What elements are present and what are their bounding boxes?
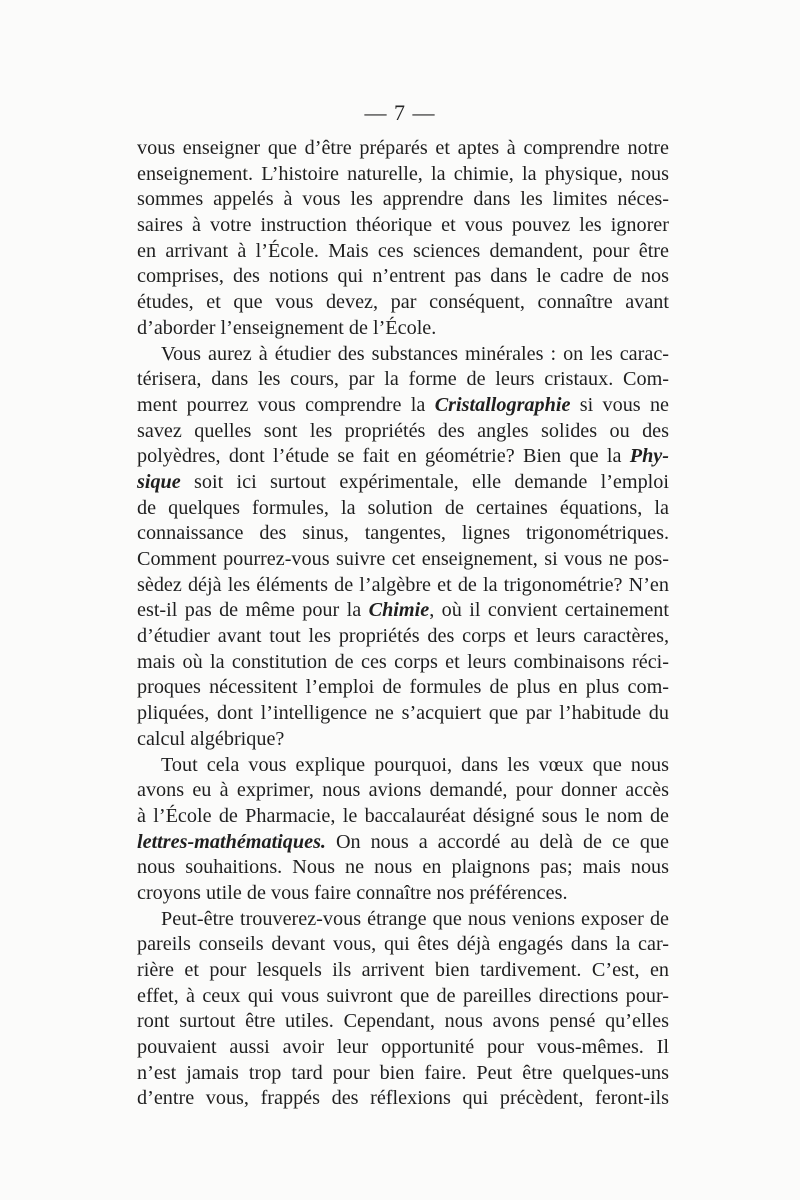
- text-segment: sèdez déjà les éléments de l’algèbre et de la trigonométrie? N’en: [137, 573, 669, 596]
- text-segment: de quelques formules, la solution de certaines équations, la: [137, 496, 669, 519]
- text-line: [137, 881, 669, 907]
- text-segment: études, et que vous devez, par conséquent, connaître avant: [137, 291, 669, 314]
- text-segment: effet, à ceux qui vous suivront que de pareilles directions pour-: [137, 984, 669, 1007]
- text-line: [137, 830, 669, 856]
- paragraph: [137, 342, 669, 753]
- text-segment: avons eu à exprimer, nous avions demandé, pour donner accès: [137, 779, 669, 802]
- text-line: [137, 907, 669, 933]
- text-line: [137, 393, 669, 419]
- italic-term: lettres-mathématiques.: [137, 830, 326, 853]
- text-line: [137, 778, 669, 804]
- text-segment: nous souhaitions. Nous ne nous en plaignons pas; mais nous: [137, 856, 669, 879]
- text-segment: en arrivant à l’École. Mais ces sciences demandent, pour être: [137, 239, 669, 262]
- text-line: [137, 1061, 669, 1087]
- paragraph: [137, 907, 669, 1113]
- text-segment: connaissance des sinus, tangentes, lignes trigonométriques.: [137, 522, 669, 545]
- text-line: [137, 1009, 669, 1035]
- text-line: [137, 1086, 669, 1112]
- text-line: [137, 316, 669, 342]
- text-segment: si vous ne: [570, 393, 670, 416]
- text-segment: est-il pas de même pour la: [137, 599, 369, 622]
- text-segment: rière et pour lesquels ils arrivent bien tardivement. C’est, en: [137, 959, 669, 981]
- paragraph: [137, 136, 669, 342]
- text-segment: ront surtout être utiles. Cependant, nous avons pensé qu’elles: [137, 1010, 669, 1033]
- text-segment: pliquées, dont l’intelligence ne s’acquiert que par l’habitude du: [137, 702, 669, 725]
- text-segment: polyèdres, dont l’étude se fait en géométrie? Bien que la: [137, 445, 630, 468]
- text-segment: Vous aurez à étudier des substances minérales : on les carac-: [161, 342, 669, 365]
- text-segment: térisera, dans les cours, par la forme de leurs cristaux. Com-: [137, 368, 669, 391]
- text-line: [137, 264, 669, 290]
- text-line: [137, 958, 669, 984]
- text-segment: saires à votre instruction théorique et vous pouvez les ignorer: [137, 214, 669, 237]
- italic-term: Chimie: [368, 599, 430, 622]
- text-segment: Comment pourrez-vous suivre cet enseignement, si vous ne pos-: [137, 548, 669, 570]
- text-segment: sommes appelés à vous les apprendre dans les limites néces-: [137, 188, 669, 211]
- body-text: [137, 136, 669, 1112]
- text-line: [137, 573, 669, 599]
- paragraph: [137, 753, 669, 907]
- text-segment: n’est jamais trop tard pour bien faire. Peut être quelques-uns: [137, 1061, 669, 1084]
- text-segment: pareils conseils devant vous, qui êtes déjà engagés dans la car-: [137, 933, 669, 956]
- text-line: [137, 342, 669, 368]
- text-line: [137, 598, 669, 624]
- text-line: [137, 239, 669, 265]
- text-line: [137, 984, 669, 1010]
- text-segment: d’étudier avant tout les propriétés des corps et leurs caractères,: [137, 625, 669, 648]
- text-segment: soit ici surtout expérimentale, elle demande l’emploi: [180, 470, 669, 493]
- text-segment: enseignement. L’histoire naturelle, la chimie, la physique, nous: [137, 162, 669, 185]
- italic-term: sique: [137, 470, 181, 493]
- text-segment: savez quelles sont les propriétés des angles solides ou des: [137, 419, 669, 442]
- text-line: [137, 213, 669, 239]
- text-line: [137, 675, 669, 701]
- text-segment: vous enseigner que d’être préparés et aptes à comprendre notre: [137, 137, 669, 159]
- text-segment: On nous a accordé au delà de ce que: [325, 830, 669, 853]
- text-line: [137, 496, 669, 522]
- text-segment: mais où la constitution de ces corps et leurs combinaisons réci-: [137, 650, 669, 673]
- text-line: [137, 290, 669, 316]
- text-line: [137, 547, 669, 573]
- text-line: [137, 367, 669, 393]
- text-segment: Tout cela vous explique pourquoi, dans les vœux que nous: [161, 753, 669, 776]
- text-segment: calcul algébrique?: [137, 727, 285, 750]
- text-line: [137, 932, 669, 958]
- italic-term: Cristallographie: [434, 393, 571, 416]
- text-segment: pouvaient aussi avoir leur opportunité pour vous-mêmes. Il: [137, 1036, 669, 1059]
- text-line: [137, 470, 669, 496]
- text-segment: , où il convient certainement: [429, 599, 669, 622]
- text-line: [137, 521, 669, 547]
- page-number: — 7 —: [364, 100, 436, 125]
- text-segment: d’entre vous, frappés des réflexions qui précèdent, feront-ils: [137, 1087, 669, 1110]
- text-line: [137, 753, 669, 779]
- text-segment: ment pourrez vous comprendre la: [137, 393, 435, 416]
- text-line: [137, 1035, 669, 1061]
- text-line: [137, 419, 669, 445]
- text-line: [137, 701, 669, 727]
- text-segment: Peut-être trouverez-vous étrange que nous venions exposer de: [161, 907, 669, 930]
- text-line: [137, 187, 669, 213]
- text-line: [137, 804, 669, 830]
- italic-term: Phy-: [629, 445, 669, 468]
- text-line: [137, 727, 669, 753]
- text-segment: comprises, des notions qui n’entrent pas dans le cadre de nos: [137, 265, 669, 288]
- text-line: [137, 855, 669, 881]
- text-segment: à l’École de Pharmacie, le baccalauréat désigné sous le nom de: [137, 804, 669, 827]
- text-line: [137, 136, 669, 162]
- text-line: [137, 624, 669, 650]
- text-segment: d’aborder l’enseignement de l’École.: [137, 316, 437, 339]
- text-segment: croyons utile de vous faire connaître nos préférences.: [137, 881, 568, 904]
- text-line: [137, 444, 669, 470]
- text-segment: proques nécessitent l’emploi de formules de plus en plus com-: [137, 676, 669, 699]
- text-line: [137, 650, 669, 676]
- text-line: [137, 162, 669, 188]
